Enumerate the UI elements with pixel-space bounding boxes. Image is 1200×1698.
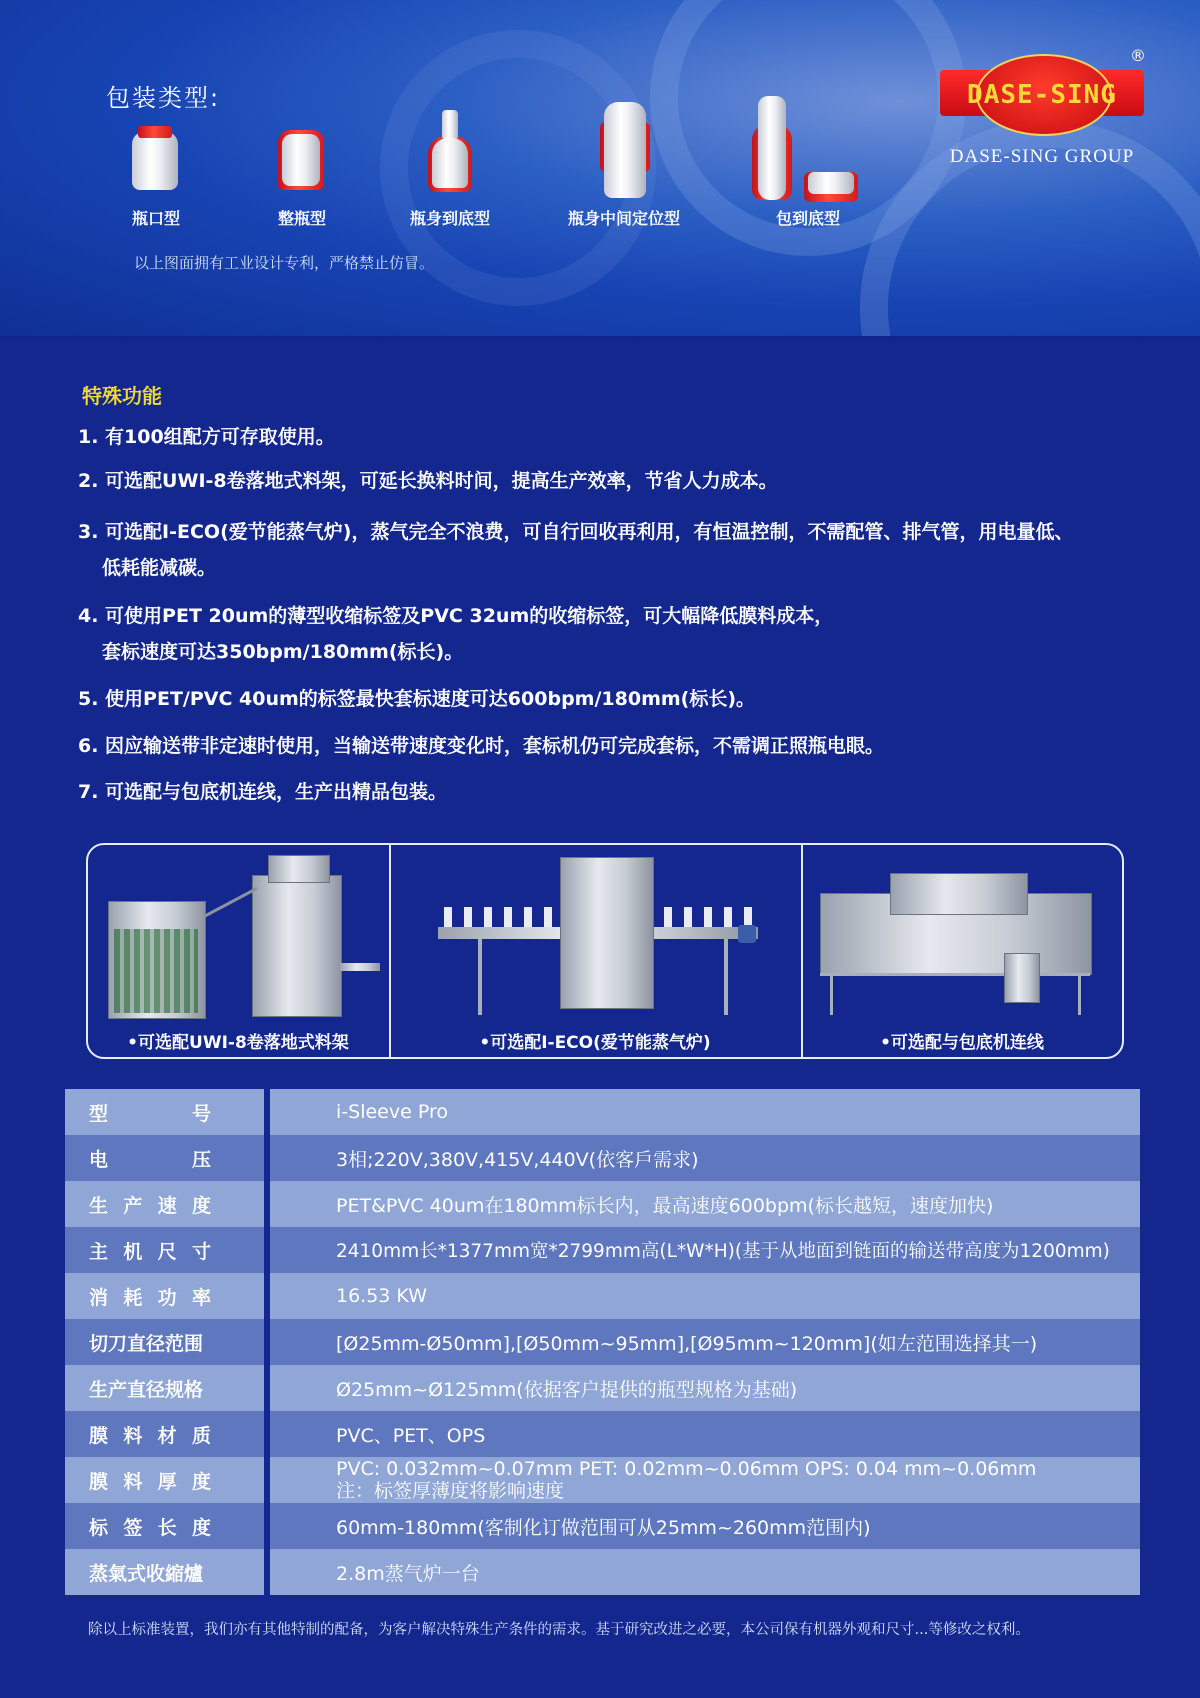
spec-key — [65, 1135, 267, 1181]
feed-arm — [203, 887, 257, 918]
table-row — [65, 1503, 1140, 1549]
motor — [738, 925, 756, 943]
package-type-label: 整瓶型 — [277, 209, 326, 228]
bottle-image — [758, 96, 786, 200]
spec-key — [65, 1457, 267, 1503]
key-char: 度 — [191, 1194, 211, 1217]
key-char: 生 — [89, 1194, 109, 1217]
spec-key: 蒸氣式收縮爐 — [65, 1549, 267, 1595]
key-char: 压 — [191, 1148, 211, 1171]
feature-text: 5. 使用PET/PVC 40um的标签最快套标速度可达600bpm/180mm(标长)。 — [78, 688, 756, 710]
key-char: 产 — [123, 1194, 143, 1217]
package-type-label: 包到底型 — [775, 209, 840, 228]
conveyor-leg — [724, 939, 728, 1015]
hero-divider — [0, 336, 1200, 342]
spec-value: i-Sleeve Pro — [267, 1089, 1140, 1135]
bottom-wrapper-machine-image — [820, 863, 1100, 1023]
table-row — [65, 1181, 1140, 1227]
feature-item — [78, 463, 778, 499]
key-char: 膜 — [89, 1470, 109, 1493]
machine-top — [890, 873, 1028, 915]
spec-value: 2.8m蒸气炉一台 — [267, 1549, 1140, 1595]
uwi8-machine-image — [108, 855, 378, 1023]
table-row — [65, 1457, 1140, 1503]
package-type-label: 瓶口型 — [131, 209, 180, 228]
package-type-label: 瓶身中间定位型 — [567, 209, 680, 228]
key-char: 度 — [191, 1516, 211, 1539]
bottle-image — [604, 102, 646, 198]
key-char: 机 — [123, 1240, 143, 1263]
key-char: 膜 — [89, 1424, 109, 1447]
key-char: 速 — [157, 1194, 177, 1217]
key-char: 耗 — [123, 1286, 143, 1309]
feature-text: 1. 有100组配方可存取使用。 — [78, 426, 335, 448]
spec-value: 2410mm长*1377mm宽*2799mm高(L*W*H)(基于从地面到链面的输送带高度为1200mm) — [267, 1227, 1140, 1273]
bottle-neck-image — [442, 110, 458, 140]
panel-divider — [389, 845, 391, 1057]
rack-rolls — [114, 929, 198, 1013]
spec-value: PET&PVC 40um在180mm标长内，最高速度600bpm(标长越短，速度加快) — [267, 1181, 1140, 1227]
machine-leg — [830, 975, 833, 1015]
key-char: 料 — [123, 1424, 143, 1447]
company-logo — [936, 46, 1146, 170]
machine-caption-uwi8: •可选配UWI-8卷落地式料架 — [127, 1033, 349, 1053]
key-char: 型 — [89, 1102, 109, 1125]
key-char: 功 — [157, 1286, 177, 1309]
spec-value: Ø25mm~Ø125mm(依据客户提供的瓶型规格为基础) — [267, 1365, 1140, 1411]
spec-key — [65, 1227, 267, 1273]
machine-caption-ieco: •可选配I-ECO(爱节能蒸气炉) — [479, 1033, 711, 1053]
spec-key — [65, 1089, 267, 1135]
spec-key — [65, 1503, 267, 1549]
key-char: 度 — [191, 1470, 211, 1493]
control-panel — [1004, 953, 1040, 1003]
key-char: 标 — [89, 1516, 109, 1539]
spec-value-note: 注：标签厚薄度将影响速度 — [336, 1480, 565, 1502]
feature-item — [78, 419, 335, 455]
feature-item — [78, 514, 1073, 586]
cup-image — [808, 172, 854, 194]
feature-item — [78, 774, 447, 810]
conveyor-leg — [478, 939, 482, 1015]
spec-value-line: PVC: 0.032mm~0.07mm PET: 0.02mm~0.06mm OPS: 0.04 mm~0.06mm — [336, 1458, 1037, 1480]
machine-options-panel — [86, 843, 1124, 1059]
feature-text: 4. 可使用PET 20um的薄型收缩标签及PVC 32um的收缩标签，可大幅降低膜料成本， — [78, 605, 834, 627]
group-name: DASE-SING GROUP — [949, 146, 1135, 167]
feature-item — [78, 681, 755, 717]
table-row — [65, 1411, 1140, 1457]
sleeve-image — [138, 126, 172, 138]
labeler-body — [252, 875, 342, 1017]
spec-value — [267, 1457, 1140, 1503]
panel-divider — [801, 845, 803, 1057]
table-row — [65, 1365, 1140, 1411]
key-char: 长 — [157, 1516, 177, 1539]
feature-text-continued: 低耗能减碳。 — [102, 557, 217, 579]
features-title: 特殊功能 — [82, 384, 162, 408]
feature-text: 3. 可选配I-ECO(爱节能蒸气炉)，蒸气完全不浪费，可自行回收再利用，有恒温控制，不需配管、排气管，用电量低、 — [78, 521, 1074, 543]
table-row — [65, 1319, 1140, 1365]
feature-item — [78, 728, 884, 764]
key-char: 率 — [191, 1286, 211, 1309]
bottle-image — [132, 132, 178, 190]
registered-mark: ® — [1130, 46, 1146, 65]
feature-text-continued: 套标速度可达350bpm/180mm(标长)。 — [102, 641, 464, 663]
patent-note: 以上图面拥有工业设计专利，严格禁止仿冒。 — [134, 254, 435, 272]
conveyor — [340, 963, 380, 971]
machine-caption-bottom-wrapper: •可选配与包底机连线 — [880, 1033, 1044, 1053]
steam-tunnel — [560, 857, 654, 1009]
spec-value: PVC、PET、OPS — [267, 1411, 1140, 1457]
bottle-image — [282, 134, 320, 186]
spec-table — [65, 1089, 1140, 1595]
spec-value: 60mm-180mm(客制化订做范围可从25mm~260mm范围内) — [267, 1503, 1140, 1549]
key-char: 消 — [89, 1286, 109, 1309]
spec-key: 生产直径规格 — [65, 1365, 267, 1411]
footer-note: 除以上标准装置，我们亦有其他特制的配备，为客户解决特殊生产条件的需求。基于研究改进之必要，本公司保有机器外观和尺寸...等修改之权利。 — [88, 1622, 1030, 1638]
key-char: 料 — [123, 1470, 143, 1493]
key-char: 主 — [89, 1240, 109, 1263]
packaging-title: 包装类型: — [106, 84, 221, 112]
spec-value: 16.53 KW — [267, 1273, 1140, 1319]
key-char: 厚 — [157, 1470, 177, 1493]
key-char: 寸 — [191, 1240, 211, 1263]
key-char: 签 — [123, 1516, 143, 1539]
spec-value: 3相;220V,380V,415V,440V(依客戶需求) — [267, 1135, 1140, 1181]
spec-key — [65, 1411, 267, 1457]
table-row — [65, 1273, 1140, 1319]
labeler-top — [268, 855, 330, 883]
key-char: 电 — [89, 1148, 109, 1171]
key-char: 质 — [191, 1424, 211, 1447]
package-type-label: 瓶身到底型 — [409, 209, 490, 228]
table-row — [65, 1089, 1140, 1135]
key-char: 材 — [157, 1424, 177, 1447]
hero-banner — [0, 0, 1200, 340]
ieco-machine-image — [438, 857, 758, 1023]
feature-text: 6. 因应输送带非定速时使用，当输送带速度变化时，套标机仍可完成套标，不需调正照瓶电眼。 — [78, 735, 885, 757]
spec-value: [Ø25mm-Ø50mm],[Ø50mm~95mm],[Ø95mm~120mm](如左范围选择其一) — [267, 1319, 1140, 1365]
spec-key — [65, 1181, 267, 1227]
feature-text: 7. 可选配与包底机连线，生产出精品包装。 — [78, 781, 448, 803]
key-char: 尺 — [157, 1240, 177, 1263]
feature-text: 2. 可选配UWI-8卷落地式料架，可延长换料时间，提高生产效率，节省人力成本。 — [78, 470, 778, 492]
spec-key: 切刀直径范围 — [65, 1319, 267, 1365]
logo-text: DASE-SING — [967, 80, 1117, 110]
spec-key — [65, 1273, 267, 1319]
table-row — [65, 1549, 1140, 1595]
key-char: 号 — [191, 1102, 211, 1125]
bottle-image — [432, 138, 468, 188]
machine-leg — [1078, 975, 1081, 1015]
feature-item — [78, 598, 833, 670]
machine-frame — [820, 973, 1090, 976]
table-row — [65, 1227, 1140, 1273]
table-row — [65, 1135, 1140, 1181]
